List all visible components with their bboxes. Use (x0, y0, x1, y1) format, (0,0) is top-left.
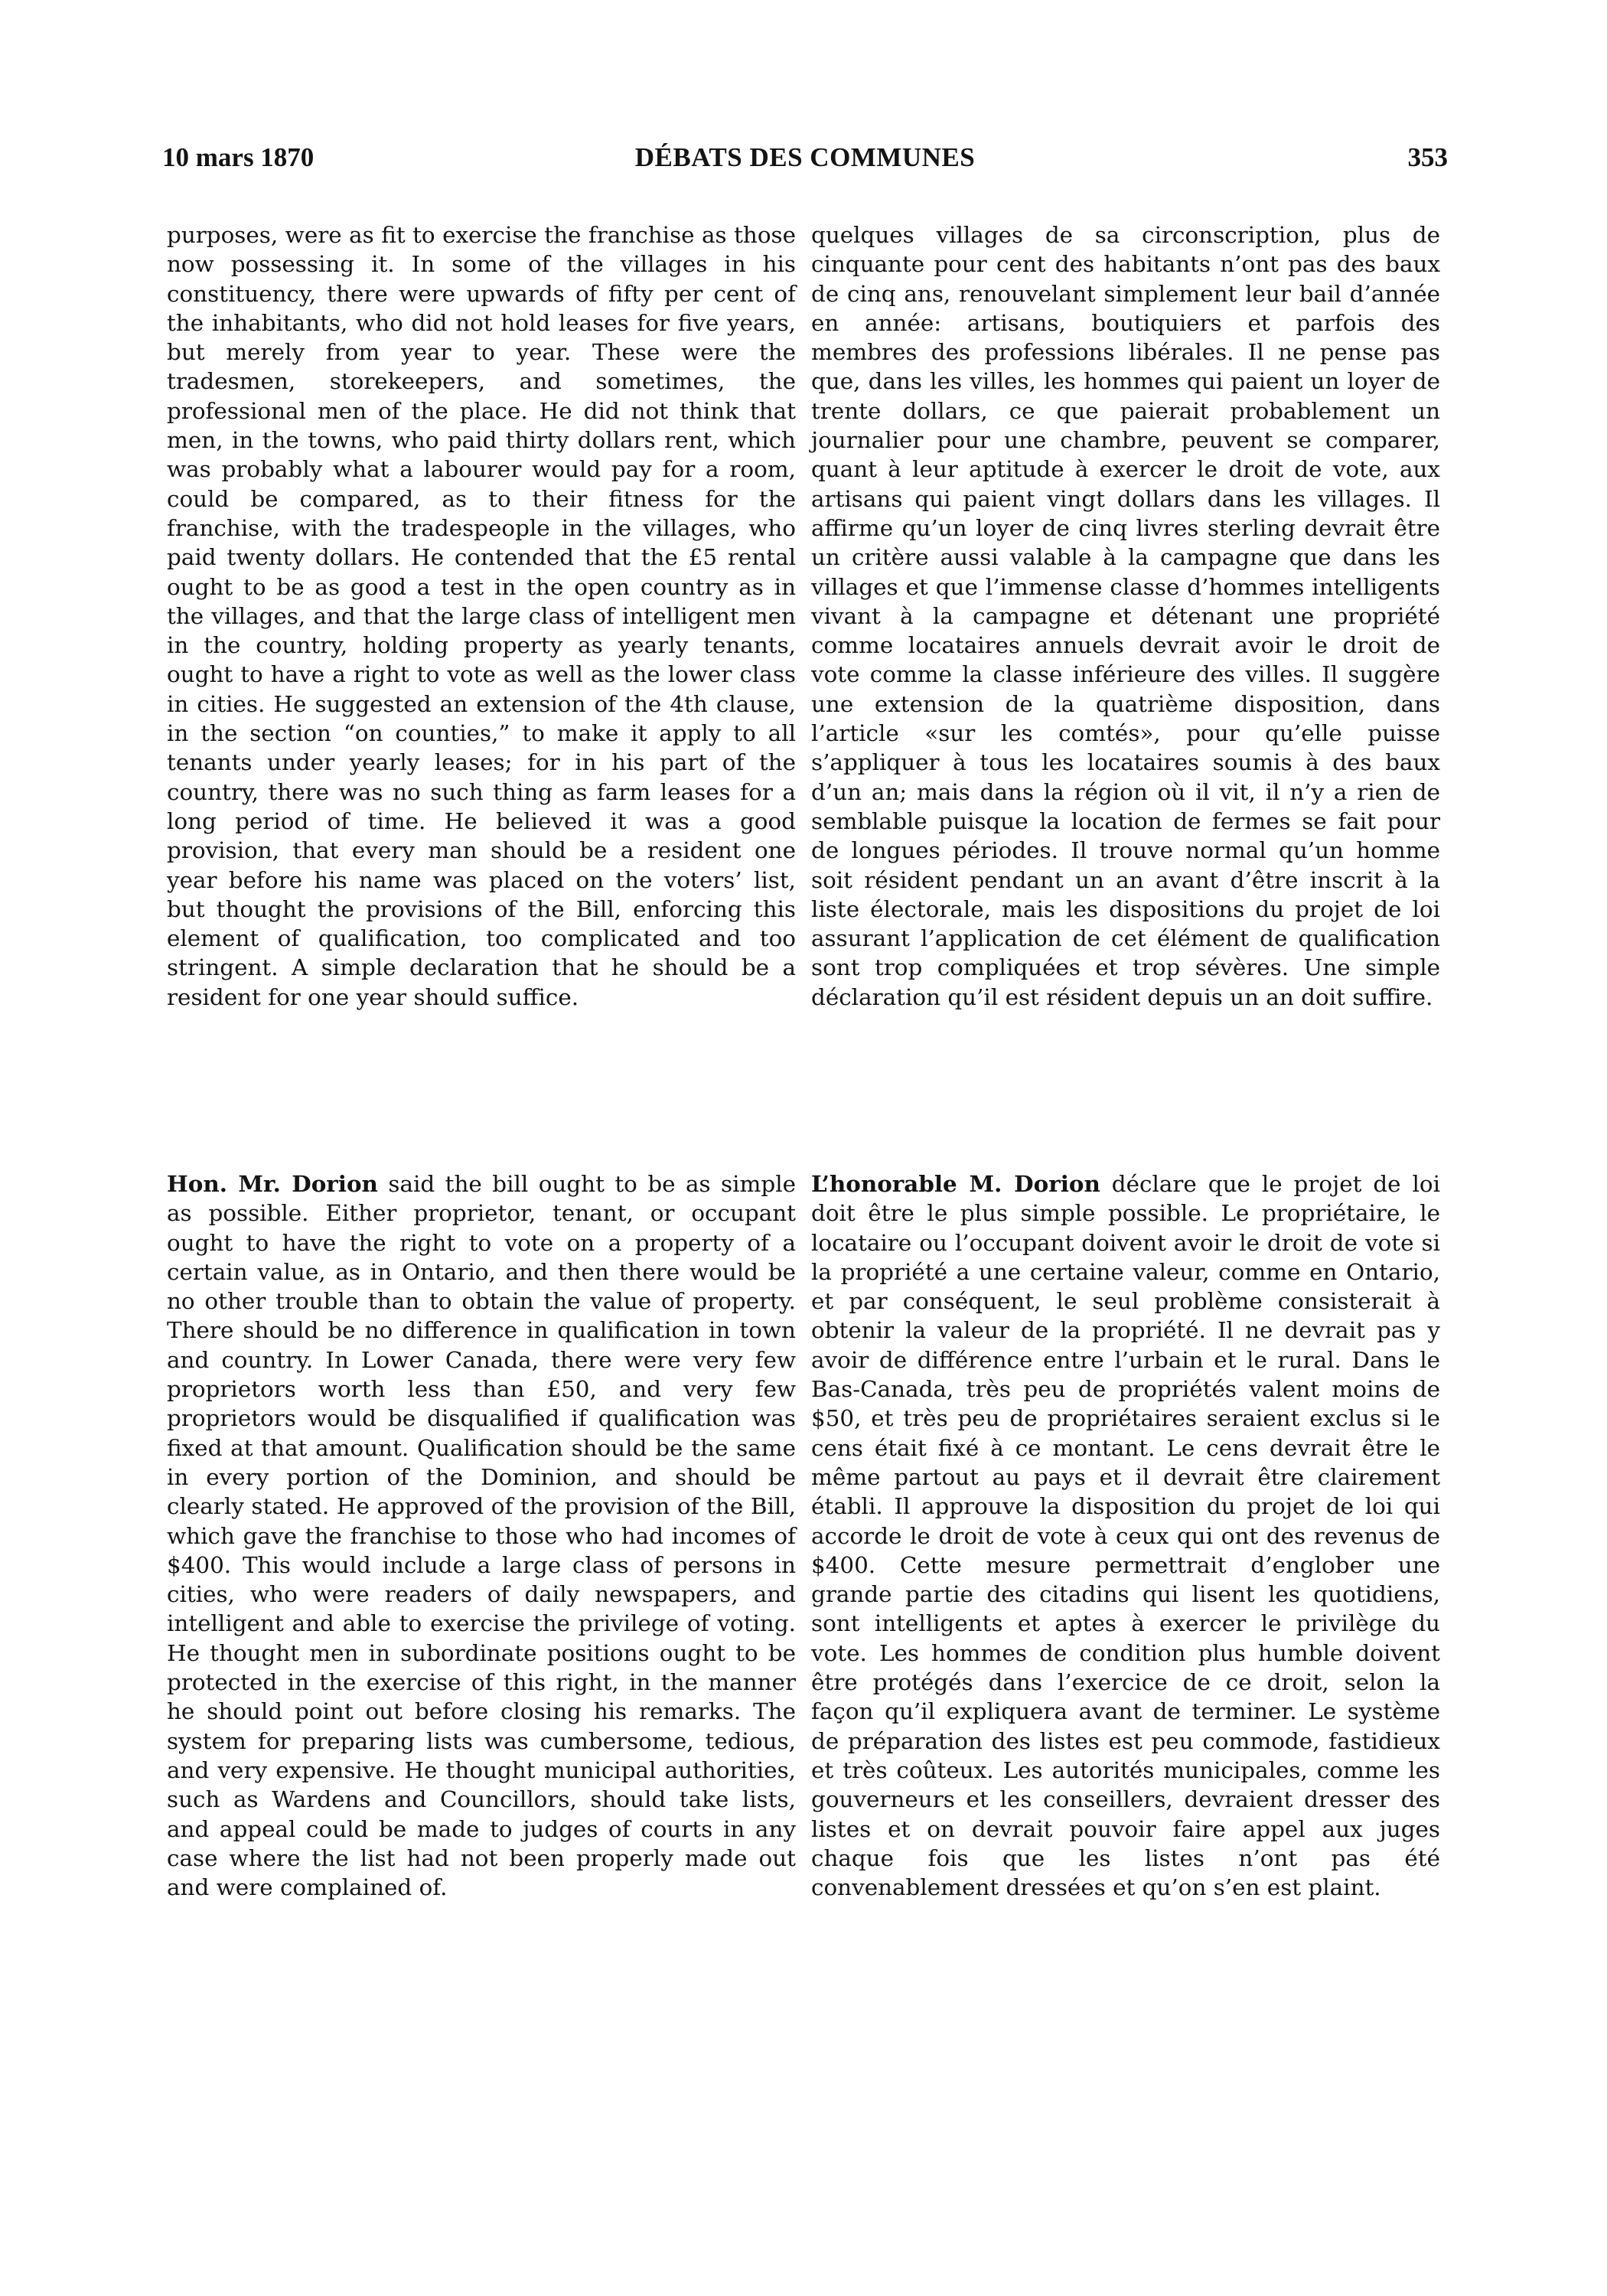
french-column-top (811, 220, 1440, 1012)
french-paragraph-1: quelques villages de sa circonscription, plus de cinquante pour cent des habitants n’ont pas des baux de cinq ans, renouvelant simplement leur bail d’année en année: artisans, boutiquiers et parfois des membres des professions libérales. Il ne pense pas que, dans les villes, les hommes qui paient un loyer de trente dollars, ce que paierait probablement un journalier pour une chambre, peuvent se comparer, quant à leur aptitude à exercer le droit de vote, aux artisans qui paient vingt dollars dans les villages. Il affirme qu’un loyer de cinq livres sterling devrait être un critère aussi valable à la campagne que dans les villages et que l’immense classe d’hommes intelligents vivant à la campagne et détenant une propriété comme locataires annuels devrait avoir le droit de vote comme la classe inférieure des villes. Il suggère une extension de la quatrième disposition, dans l’article «sur les comtés», pour qu’elle puisse s’appliquer à tous les locataires soumis à des baux d’un an; mais dans la région où il vit, il n’y a rien de semblable puisque la location de fermes se fait pour de longues périodes. Il trouve normal qu’un homme soit résident pendant un an avant d’être inscrit à la liste électorale, mais les dispositions du projet de loi assurant l’application de cet élément de qualification sont trop compliquées et trop sévères. Une simple déclaration qu’il est résident depuis un an doit suffire. (811, 222, 1440, 1010)
header-title: DÉBATS DES COMMUNES (634, 142, 976, 172)
english-column-top (167, 220, 796, 1012)
french-paragraph-2 (811, 1169, 1440, 1902)
english-paragraph-2 (167, 1169, 796, 1902)
french-column-bottom (811, 1169, 1440, 1902)
running-header (162, 142, 1448, 181)
english-column-bottom (167, 1169, 796, 1902)
english-paragraph-2-text: said the bill ought to be as simple as possible. Either proprietor, tenant, or occupant ought to have the right to vote on a property of a certain value, as in Ontario, and then there would be no other trouble than to obtain the value of property. There should be no difference in qualification in town and country. In Lower Canada, there were very few proprietors worth less than £50, and very few proprietors would be disqualified if qualification was fixed at that amount. Qualification should be the same in every portion of the Dominion, and should be clearly stated. He approved of the provision of the Bill, which gave the franchise to those who had incomes of $400. This would include a large class of persons in cities, who were readers of daily newspapers, and intelligent and able to exercise the privilege of voting. He thought men in subordinate positions ought to be protected in the exercise of this right, in the manner he should point out before closing his remarks. The system for preparing lists was cumbersome, tedious, and very expensive. He thought municipal authorities, such as Wardens and Councillors, should take lists, and appeal could be made to judges of courts in any case where the list had not been properly made out and were complained of. (167, 1171, 796, 1901)
english-paragraph-1: purposes, were as fit to exercise the franchise as those now possessing it. In some of the villages in his constituency, there were upwards of fifty per cent of the inhabitants, who did not hold leases for five years, but merely from year to year. These were the tradesmen, storekeepers, and sometimes, the professional men of the place. He did not think that men, in the towns, who paid thirty dollars rent, which was probably what a labourer would pay for a room, could be compared, as to their fitness for the franchise, with the tradespeople in the villages, who paid twenty dollars. He contended that the £5 rental ought to be as good a test in the open country as in the villages, and that the large class of intelligent men in the country, holding property as yearly tenants, ought to have a right to vote as well as the lower class in cities. He suggested an extension of the 4th clause, in the section “on counties,” to make it apply to all tenants under yearly leases; for in his part of the country, there was no such thing as farm leases for a long period of time. He believed it was a good provision, that every man should be a resident one year before his name was placed on the voters’ list, but thought the provisions of the Bill, enforcing this element of qualification, too complicated and too stringent. A simple declaration that he should be a resident for one year should suffice. (167, 222, 796, 1010)
page-number: 353 (1407, 142, 1448, 172)
french-speaker-name: L’honorable M. Dorion (811, 1170, 1100, 1197)
french-paragraph-2-text: déclare que le projet de loi doit être le plus simple possible. Le propriétaire, le locataire ou l’occupant doivent avoir le droit de vote si la propriété a une certaine valeur, comme en Ontario, et par conséquent, le seul problème consisterait à obtenir la valeur de la propriété. Il ne devrait pas y avoir de différence entre l’urbain et le rural. Dans le Bas-Canada, très peu de propriétés valent moins de $50, et très peu de propriétaires seraient exclus si le cens était fixé à ce montant. Le cens devrait être le même partout au pays et il devrait être clairement établi. Il approuve la disposition du projet de loi qui accorde le droit de vote à ceux qui ont des revenus de $400. Cette mesure permettrait d’englober une grande partie des citadins qui lisent les quotidiens, sont intelligents et aptes à exercer le privilège du vote. Les hommes de condition plus humble doivent être protégés dans l’exercice de ce droit, selon la façon qu’il expliquera avant de terminer. Le système de préparation des listes est peu commode, fastidieux et très coûteux. Les autorités municipales, comme les gouverneurs et les conseillers, devraient dresser des listes et on devrait pouvoir faire appel aux juges chaque fois que les listes n’ont pas été convenablement dressées et qu’on s’en est plaint. (811, 1171, 1440, 1901)
header-date: 10 mars 1870 (162, 142, 315, 172)
english-speaker-name: Hon. Mr. Dorion (167, 1170, 378, 1197)
